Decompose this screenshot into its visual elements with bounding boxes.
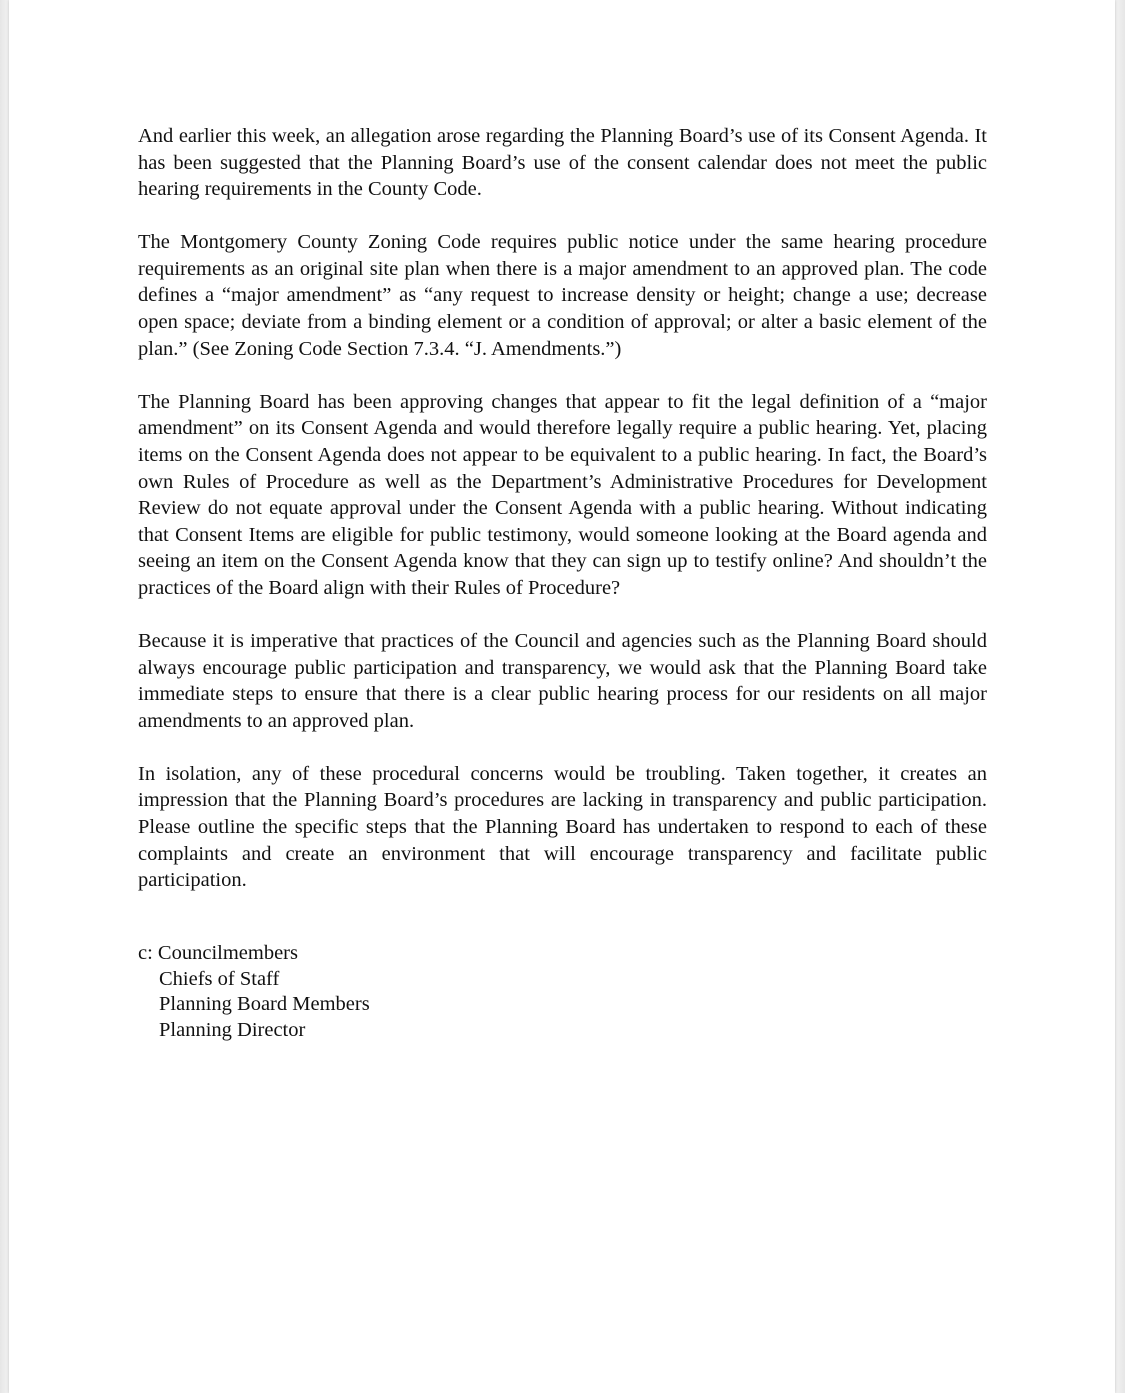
- paragraph-consent-agenda-allegation: And earlier this week, an allegation arose regarding the Planning Board’s use of its Consent Agenda. It has been suggested that the Planning Board’s use of the consent calendar does not meet the public hearing requirements in the County Code.: [138, 125, 987, 201]
- cc-list: [138, 941, 370, 1043]
- cc-recipient: Chiefs of Staff: [159, 967, 280, 990]
- paragraph-conclusion: In isolation, any of these procedural concerns would be troubling. Taken together, it creates an impression that the Planning Board’s procedures are lacking in transparency and public participation. Please outline the specific steps that the Planning Board has undertaken to respond to each of these complaints and create an environment that will encourage transparency and facilitate public participation.: [138, 762, 987, 892]
- letter-body: [138, 123, 987, 920]
- cc-first-line: [138, 941, 370, 967]
- cc-recipient: Planning Board Members: [159, 993, 370, 1016]
- cc-prefix: c:: [138, 942, 158, 964]
- paragraph-major-amendments: The Planning Board has been approving changes that appear to fit the legal definition of a “major amendment” on its Consent Agenda and would therefore legally require a public hearing. Yet, placing items on the Consent Agenda does not appear to be equivalent to a public hearing. In fact, the Board’s own Rules of Procedure as well as the Department’s Administrative Procedures for Development Review do not equate approval under the Consent Agenda with a public hearing. Without indicating that Consent Items are eligible for public testimony, would someone looking at the Board agenda and seeing an item on the Consent Agenda know that they can sign up to testify online? And shouldn’t the practices of the Board align with their Rules of Procedure?: [138, 390, 987, 599]
- document-page: [9, 0, 1115, 1393]
- cc-recipient: Planning Director: [159, 1018, 306, 1041]
- cc-recipient: Councilmembers: [157, 942, 298, 964]
- paragraph-zoning-code: The Montgomery County Zoning Code requires public notice under the same hearing procedure requirements as an original site plan when there is a major amendment to an approved plan. The code defines a “major amendment” as “any request to increase density or height; change a use; decrease open space; deviate from a binding element or a condition of approval; or alter a basic element of the plan.” (See Zoning Code Section 7.3.4. “J. Amendments.”): [138, 231, 987, 360]
- paragraph-request: Because it is imperative that practices of the Council and agencies such as the Planning Board should always encourage public participation and transparency, we would ask that the Planning Board take immediate steps to ensure that there is a clear public hearing process for our residents on all major amendments to an approved plan.: [138, 630, 987, 732]
